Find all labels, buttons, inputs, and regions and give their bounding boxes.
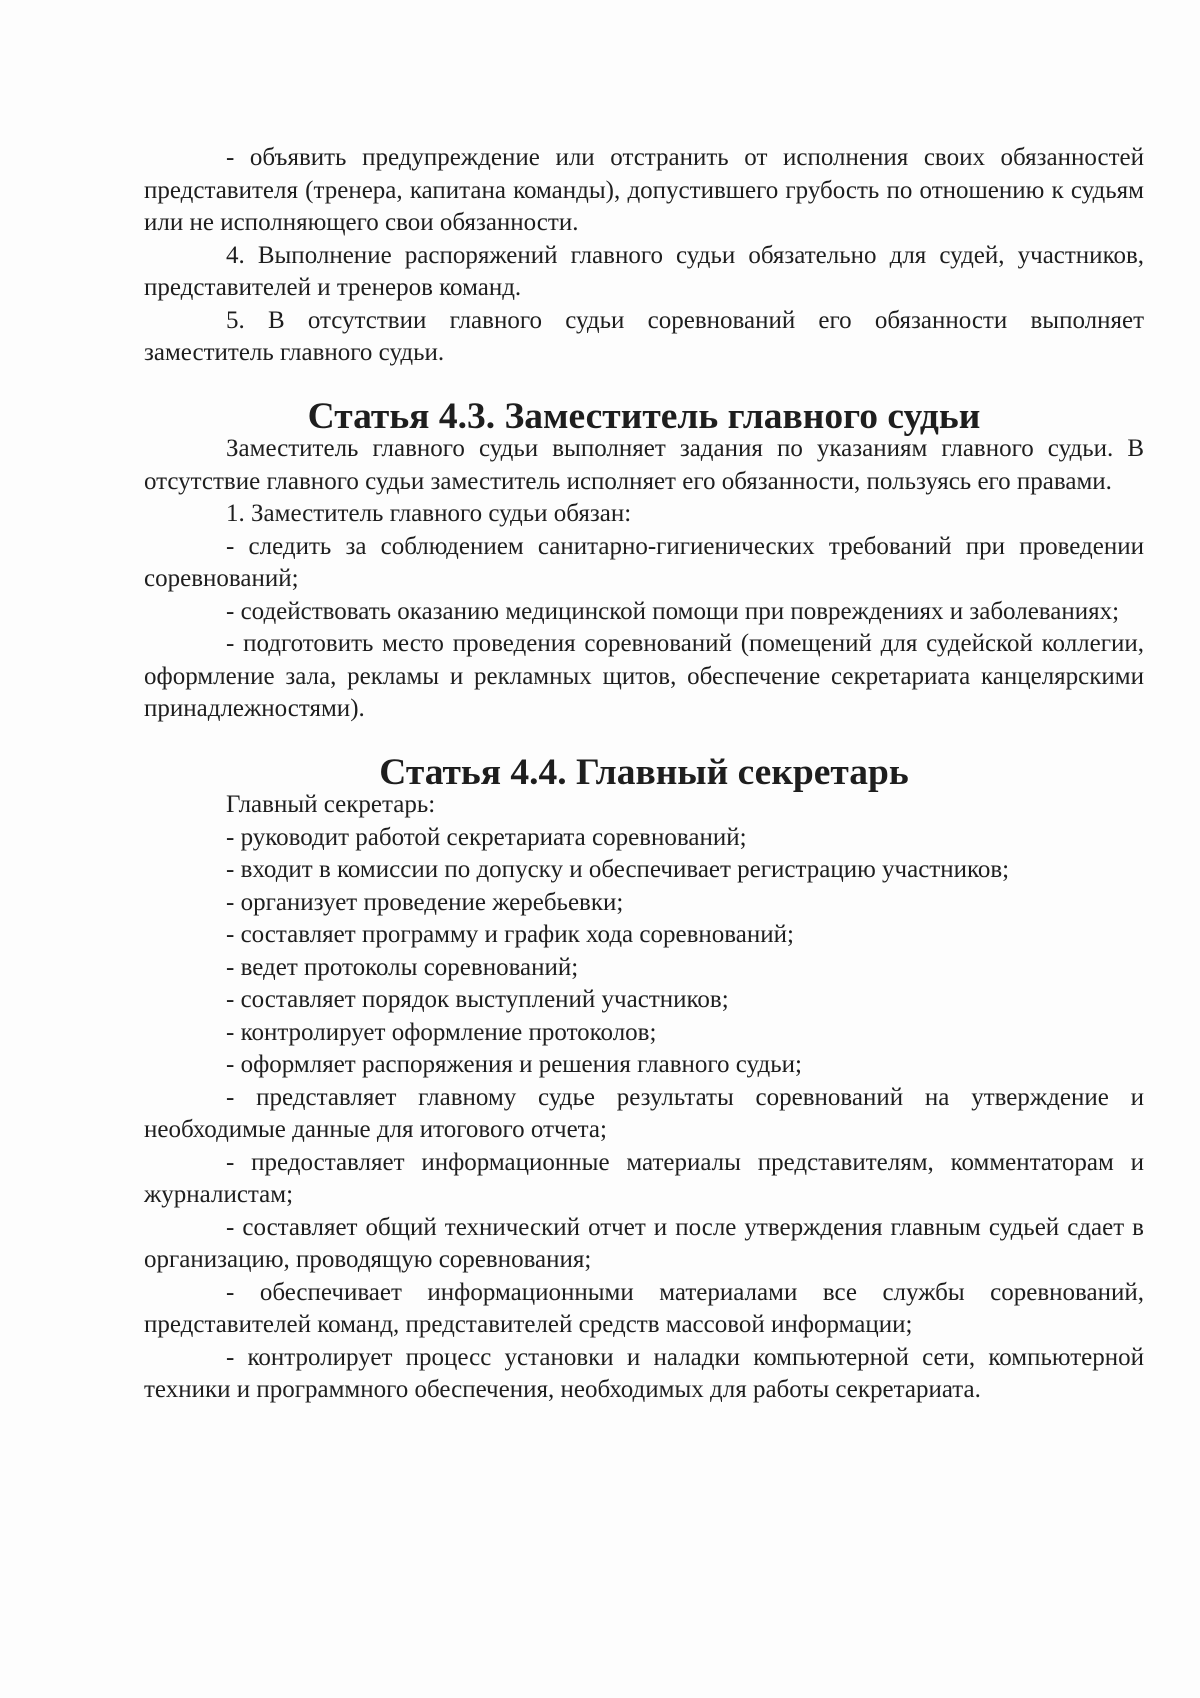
list-item: - подготовить место проведения соревнований (помещений для судейской коллегии, оформление зала, рекламы и рекламных щитов, обеспечение секретариата канцелярскими принадлежностями).	[144, 630, 1144, 722]
paragraph: 1. Заместитель главного судьи обязан:	[226, 500, 632, 527]
list-item: - представляет главному судье результаты соревнований на утверждение и необходимые данные для итогового отчета;	[144, 1083, 1144, 1143]
paragraph: 5. В отсутствии главного судьи соревнований его обязанности выполняет заместитель главного судьи.	[144, 306, 1144, 366]
list-item: - руководит работой секретариата соревнований;	[226, 823, 747, 851]
list-item: - следить за соблюдением санитарно-гигиенических требований при проведении соревнований;	[144, 532, 1144, 592]
list-item: - содействовать оказанию медицинской помощи при повреждениях и заболеваниях;	[226, 597, 1120, 625]
list-item: - контролирует процесс установки и наладки компьютерной сети, компьютерной техники и программного обеспечения, необходимых для работы секретариата.	[144, 1343, 1144, 1403]
paragraph: 4. Выполнение распоряжений главного судьи обязательно для судей, участников, представителей и тренеров команд.	[144, 241, 1144, 301]
list-item: - предоставляет информационные материалы представителям, комментаторам и журналистам;	[144, 1148, 1144, 1208]
list-item: - составляет программу и график хода соревнований;	[226, 921, 794, 948]
list-item: - обеспечивает информационными материалами все службы соревнований, представителей команд, представителей средств массовой информации;	[144, 1278, 1144, 1338]
paragraph: Заместитель главного судьи выполняет задания по указаниям главного судьи. В отсутствие главного судьи заместитель исполняет его обязанности, пользуясь его правами.	[144, 435, 1144, 495]
list-item: - контролирует оформление протоколов;	[226, 1018, 657, 1046]
list-item: - ведет протоколы соревнований;	[226, 953, 579, 981]
article-4-4-heading: Статья 4.4. Главный секретарь	[379, 751, 909, 793]
article-4-3-heading: Статья 4.3. Заместитель главного судьи	[307, 395, 981, 437]
paragraph: - объявить предупреждение или отстранить от исполнения своих обязанностей представителя (тренера, капитана команды), допустившего грубость по отношению к судьям или не исполняющего свои обязанности.	[144, 144, 1144, 236]
paragraph: Главный секретарь:	[226, 791, 436, 818]
list-item: - организует проведение жеребьевки;	[226, 888, 624, 916]
list-item: - составляет порядок выступлений участников;	[226, 986, 729, 1013]
document-body	[144, 142, 1144, 1407]
list-item: - составляет общий технический отчет и после утверждения главным судьей сдает в организацию, проводящую соревнования;	[144, 1213, 1144, 1273]
list-item: - входит в комиссии по допуску и обеспечивает регистрацию участников;	[226, 856, 1010, 883]
list-item: - оформляет распоряжения и решения главного судьи;	[226, 1051, 802, 1078]
